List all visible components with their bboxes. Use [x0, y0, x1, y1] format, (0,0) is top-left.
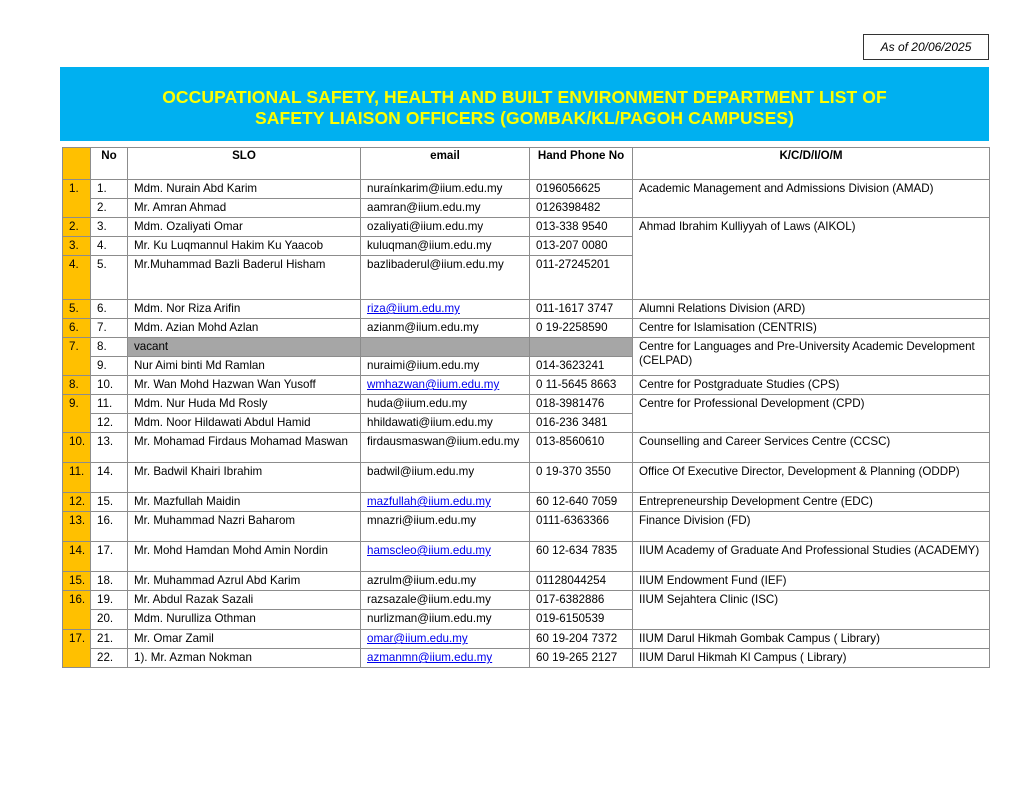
- table-header-row: [63, 148, 990, 180]
- header-slo: SLO: [128, 148, 361, 180]
- row-slo: Nur Aimi binti Md Ramlan: [128, 357, 361, 376]
- table-row: [63, 630, 990, 649]
- table-row: [63, 463, 990, 493]
- row-no: 1.: [91, 180, 128, 199]
- row-no: 10.: [91, 376, 128, 395]
- row-phone: 016-236 3481: [530, 414, 633, 433]
- row-index: 11.: [63, 463, 91, 493]
- row-email: nuraínkarim@iium.edu.my: [361, 180, 530, 199]
- row-no: 9.: [91, 357, 128, 376]
- row-no: 5.: [91, 256, 128, 300]
- row-phone: 60 12-640 7059: [530, 493, 633, 512]
- row-slo: Mr. Muhammad Azrul Abd Karim: [128, 572, 361, 591]
- table-row: [63, 512, 990, 542]
- row-no: 20.: [91, 610, 128, 630]
- row-slo: 1). Mr. Azman Nokman: [128, 649, 361, 668]
- table-row: [63, 572, 990, 591]
- row-phone: 0 19-2258590: [530, 319, 633, 338]
- row-email: azianm@iium.edu.my: [361, 319, 530, 338]
- header-index: [63, 148, 91, 180]
- row-phone: 018-3981476: [530, 395, 633, 414]
- row-phone: [530, 338, 633, 357]
- row-phone: 60 19-204 7372: [530, 630, 633, 649]
- row-slo: vacant: [128, 338, 361, 357]
- row-index: 4.: [63, 256, 91, 300]
- row-slo: Mr. Wan Mohd Hazwan Wan Yusoff: [128, 376, 361, 395]
- row-phone: 011-27245201: [530, 256, 633, 300]
- row-unit: IIUM Darul Hikmah Gombak Campus ( Library): [633, 630, 990, 649]
- row-no: 4.: [91, 237, 128, 256]
- row-index: 15.: [63, 572, 91, 591]
- row-slo: Mr. Ku Luqmannul Hakim Ku Yaacob: [128, 237, 361, 256]
- row-slo: Mdm. Nor Riza Arifin: [128, 300, 361, 319]
- row-index: 12.: [63, 493, 91, 512]
- row-email: hhildawati@iium.edu.my: [361, 414, 530, 433]
- row-index: 1.: [63, 180, 91, 218]
- row-unit: Ahmad Ibrahim Kulliyyah of Laws (AIKOL): [633, 218, 990, 300]
- row-phone: 017-6382886: [530, 591, 633, 610]
- row-unit: Centre for Postgraduate Studies (CPS): [633, 376, 990, 395]
- row-index: 2.: [63, 218, 91, 237]
- email-link[interactable]: azmanmn@iium.edu.my: [367, 651, 493, 664]
- row-unit: Entrepreneurship Development Centre (EDC): [633, 493, 990, 512]
- row-phone: 60 19-265 2127: [530, 649, 633, 668]
- row-index: 14.: [63, 542, 91, 572]
- header-no: No: [91, 148, 128, 180]
- row-unit: IIUM Darul Hikmah Kl Campus ( Library): [633, 649, 990, 668]
- row-email[interactable]: [361, 493, 530, 512]
- row-unit: Centre for Professional Development (CPD): [633, 395, 990, 433]
- row-email: ozaliyati@iium.edu.my: [361, 218, 530, 237]
- row-slo: Mr. Mohd Hamdan Mohd Amin Nordin: [128, 542, 361, 572]
- row-unit: Counselling and Career Services Centre (CCSC): [633, 433, 990, 463]
- row-phone: 0 19-370 3550: [530, 463, 633, 493]
- row-phone: 013-8560610: [530, 433, 633, 463]
- email-link[interactable]: hamscleo@iium.edu.my: [367, 544, 491, 557]
- row-email: nurlizman@iium.edu.my: [361, 610, 530, 630]
- row-index: 8.: [63, 376, 91, 395]
- row-phone: 013-207 0080: [530, 237, 633, 256]
- row-index: 5.: [63, 300, 91, 319]
- row-email: huda@iium.edu.my: [361, 395, 530, 414]
- row-no: 12.: [91, 414, 128, 433]
- email-link[interactable]: mazfullah@iium.edu.my: [367, 495, 491, 508]
- row-phone: 014-3623241: [530, 357, 633, 376]
- row-no: 6.: [91, 300, 128, 319]
- header-phone: Hand Phone No: [530, 148, 633, 180]
- row-no: 3.: [91, 218, 128, 237]
- row-slo: Mdm. Nurulliza Othman: [128, 610, 361, 630]
- row-slo: Mr. Muhammad Nazri Baharom: [128, 512, 361, 542]
- table-row: [63, 218, 990, 237]
- row-index: 13.: [63, 512, 91, 542]
- table-row: [63, 180, 990, 199]
- row-index: 6.: [63, 319, 91, 338]
- table-row: [63, 376, 990, 395]
- table-row: [63, 395, 990, 414]
- email-link[interactable]: riza@iium.edu.my: [367, 302, 460, 315]
- as-of-date: As of 20/06/2025: [863, 34, 989, 60]
- row-email: [361, 338, 530, 357]
- table-row: [63, 649, 990, 668]
- row-unit: IIUM Academy of Graduate And Professional Studies (ACADEMY): [633, 542, 990, 572]
- row-email[interactable]: [361, 376, 530, 395]
- row-email: firdausmaswan@iium.edu.my: [361, 433, 530, 463]
- row-slo: Mr. Badwil Khairi Ibrahim: [128, 463, 361, 493]
- table-row: [63, 542, 990, 572]
- row-phone: 019-6150539: [530, 610, 633, 630]
- row-slo: Mr. Abdul Razak Sazali: [128, 591, 361, 610]
- row-phone: 011-1617 3747: [530, 300, 633, 319]
- row-no: 19.: [91, 591, 128, 610]
- row-unit: Academic Management and Admissions Division (AMAD): [633, 180, 990, 218]
- row-no: 17.: [91, 542, 128, 572]
- row-no: 11.: [91, 395, 128, 414]
- table-row: [63, 493, 990, 512]
- row-email: kuluqman@iium.edu.my: [361, 237, 530, 256]
- row-slo: Mdm. Azian Mohd Azlan: [128, 319, 361, 338]
- row-unit: Centre for Languages and Pre-University Academic Development (CELPAD): [633, 338, 990, 376]
- row-email: azrulm@iium.edu.my: [361, 572, 530, 591]
- row-email: razsazale@iium.edu.my: [361, 591, 530, 610]
- row-email[interactable]: [361, 630, 530, 649]
- row-email: nuraimi@iium.edu.my: [361, 357, 530, 376]
- email-link[interactable]: wmhazwan@iium.edu.my: [367, 378, 500, 391]
- row-slo: Mr. Amran Ahmad: [128, 199, 361, 218]
- row-no: 21.: [91, 630, 128, 649]
- row-phone: 0196056625: [530, 180, 633, 199]
- row-unit: IIUM Sejahtera Clinic (ISC): [633, 591, 990, 630]
- table-row: [63, 338, 990, 357]
- row-phone: 0111-6363366: [530, 512, 633, 542]
- row-slo: Mdm. Ozaliyati Omar: [128, 218, 361, 237]
- header-email: email: [361, 148, 530, 180]
- slo-table: [62, 147, 990, 668]
- row-email[interactable]: [361, 649, 530, 668]
- row-no: 8.: [91, 338, 128, 357]
- row-index: 7.: [63, 338, 91, 376]
- row-index: 16.: [63, 591, 91, 630]
- row-no: 15.: [91, 493, 128, 512]
- row-no: 13.: [91, 433, 128, 463]
- row-slo: Mdm. Nurain Abd Karim: [128, 180, 361, 199]
- row-no: 14.: [91, 463, 128, 493]
- row-index: 10.: [63, 433, 91, 463]
- row-slo: Mr.Muhammad Bazli Baderul Hisham: [128, 256, 361, 300]
- row-index: 17.: [63, 630, 91, 668]
- table-row: [63, 300, 990, 319]
- row-unit: Alumni Relations Division (ARD): [633, 300, 990, 319]
- row-unit: Finance Division (FD): [633, 512, 990, 542]
- row-no: 2.: [91, 199, 128, 218]
- table-row: [63, 319, 990, 338]
- row-email: bazlibaderul@iium.edu.my: [361, 256, 530, 300]
- row-email: badwil@iium.edu.my: [361, 463, 530, 493]
- row-phone: 013-338 9540: [530, 218, 633, 237]
- table-row: [63, 433, 990, 463]
- title-line-1: OCCUPATIONAL SAFETY, HEALTH AND BUILT ENVIRONMENT DEPARTMENT LIST OF: [162, 87, 887, 107]
- email-link[interactable]: omar@iium.edu.my: [367, 632, 468, 645]
- row-phone: 01128044254: [530, 572, 633, 591]
- row-unit: IIUM Endowment Fund (IEF): [633, 572, 990, 591]
- row-no: 7.: [91, 319, 128, 338]
- row-index: 3.: [63, 237, 91, 256]
- row-phone: 0126398482: [530, 199, 633, 218]
- row-phone: 60 12-634 7835: [530, 542, 633, 572]
- row-unit: Office Of Executive Director, Development & Planning (ODDP): [633, 463, 990, 493]
- header-unit: K/C/D/I/O/M: [633, 148, 990, 180]
- title-line-2: SAFETY LIAISON OFFICERS (GOMBAK/KL/PAGOH CAMPUSES): [254, 108, 795, 128]
- row-slo: Mdm. Nur Huda Md Rosly: [128, 395, 361, 414]
- row-email: aamran@iium.edu.my: [361, 199, 530, 218]
- row-slo: Mr. Mohamad Firdaus Mohamad Maswan: [128, 433, 361, 463]
- row-no: 22.: [91, 649, 128, 668]
- row-no: 16.: [91, 512, 128, 542]
- row-slo: Mr. Mazfullah Maidin: [128, 493, 361, 512]
- row-index: 9.: [63, 395, 91, 433]
- title-banner: [60, 67, 989, 141]
- row-email[interactable]: [361, 542, 530, 572]
- table-row: [63, 591, 990, 610]
- row-unit: Centre for Islamisation (CENTRIS): [633, 319, 990, 338]
- row-slo: Mr. Omar Zamil: [128, 630, 361, 649]
- row-email[interactable]: [361, 300, 530, 319]
- row-no: 18.: [91, 572, 128, 591]
- row-email: mnazri@iium.edu.my: [361, 512, 530, 542]
- row-slo: Mdm. Noor Hildawati Abdul Hamid: [128, 414, 361, 433]
- row-phone: 0 11-5645 8663: [530, 376, 633, 395]
